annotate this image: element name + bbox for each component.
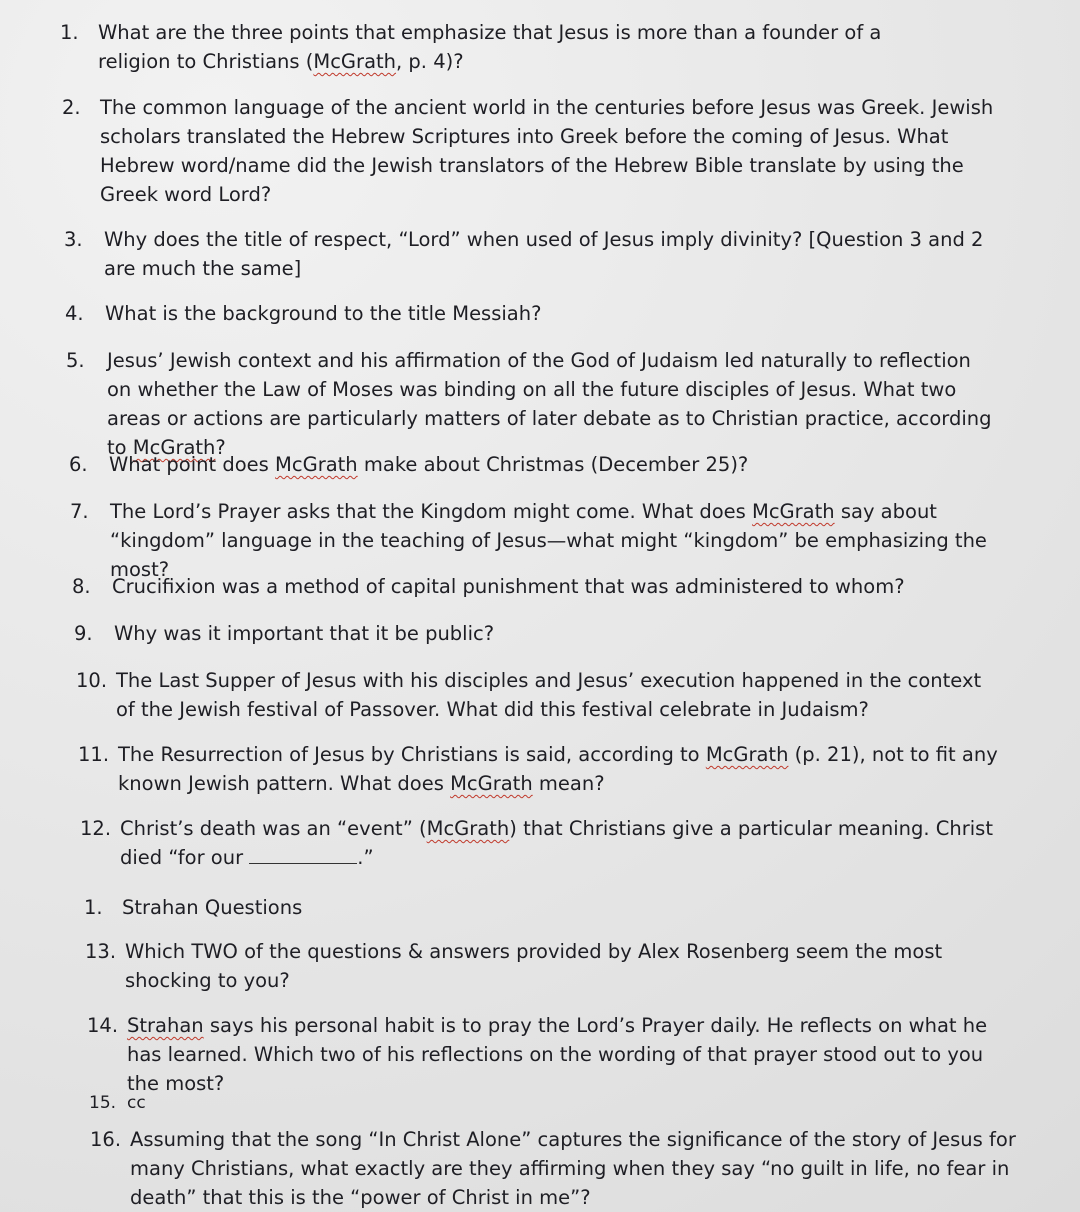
question-11 <box>78 740 1023 798</box>
question-number: 6. <box>69 453 88 476</box>
question-number: 2. <box>62 96 81 119</box>
question-text: Crucifixion was a method of capital punishment that was administered to whom? <box>112 575 905 598</box>
question-number: 4. <box>65 302 84 325</box>
question-text: cc <box>127 1093 146 1113</box>
question-number: 5. <box>66 349 85 372</box>
question-text: What is the background to the title Messiah? <box>105 302 542 325</box>
question-text: Christ’s death was an “event” (McGrath) that Christians give a particular meaning. Christ died “for our .” <box>120 817 993 869</box>
question-number: 7. <box>70 500 89 523</box>
question-10 <box>76 666 1006 724</box>
question-4 <box>65 299 1000 328</box>
question-text: Which TWO of the questions & answers provided by Alex Rosenberg seem the most shocking to you? <box>125 940 943 992</box>
question-number: 13. <box>85 940 117 963</box>
question-text: Strahan says his personal habit is to pray the Lord’s Prayer daily. He reflects on what he has learned. Which two of his reflections on the wording of that prayer stood out to you the most? <box>127 1014 988 1095</box>
question-number: 10. <box>76 669 108 692</box>
question-number: 12. <box>80 817 112 840</box>
question-3 <box>64 225 999 283</box>
question-text: The Lord’s Prayer asks that the Kingdom might come. What does McGrath say about “kingdom” language in the teaching of Jesus—what might “kingdom” be emphasizing the most? <box>110 500 987 581</box>
question-7 <box>70 497 1010 584</box>
question-number: 11. <box>78 743 110 766</box>
question-text: What point does McGrath make about Christmas (December 25)? <box>109 453 749 476</box>
question-number: 9. <box>74 622 93 645</box>
question-12 <box>80 814 1000 872</box>
question-5 <box>66 346 1001 462</box>
question-8 <box>72 572 1007 601</box>
question-16 <box>90 1125 1020 1212</box>
question-text: The Last Supper of Jesus with his disciples and Jesus’ execution happened in the context of the Jewish festival of Passover. What did this festival celebrate in Judaism? <box>116 669 982 721</box>
question-number: 8. <box>72 575 91 598</box>
question-9 <box>74 619 1009 648</box>
question-text: Why was it important that it be public? <box>114 622 495 645</box>
question-13 <box>85 937 1005 995</box>
question-text: Why does the title of respect, “Lord” when used of Jesus imply divinity? [Question 3 and 2 are much the same] <box>104 228 984 280</box>
section-number: 1. <box>84 896 103 919</box>
question-6 <box>69 450 1004 479</box>
question-text: What are the three points that emphasize that Jesus is more than a founder of a religion to Christians (McGrath, p. 4)? <box>98 21 882 73</box>
question-text: Jesus’ Jewish context and his affirmation of the God of Judaism led naturally to reflection on whether the Law of Moses was binding on all the future disciples of Jesus. What two areas or actions are particularly matters of later debate as to Christian practice, according to McGrath? <box>107 349 992 459</box>
question-14 <box>87 1011 1012 1098</box>
strahan-section-heading <box>84 893 584 922</box>
question-number: 15. <box>89 1093 117 1113</box>
question-15 <box>89 1089 389 1118</box>
question-1 <box>60 18 960 76</box>
question-number: 16. <box>90 1128 122 1151</box>
section-title: Strahan Questions <box>122 896 303 919</box>
answer-blank[interactable] <box>249 845 357 864</box>
question-number: 14. <box>87 1014 119 1037</box>
question-text: The common language of the ancient world in the centuries before Jesus was Greek. Jewish scholars translated the Hebrew Scriptures into Greek before the coming of Jesus. What Hebrew word/name did the Jewish translators of the Hebrew Bible translate by using the Greek word Lord? <box>100 96 994 206</box>
question-2 <box>62 93 1007 209</box>
question-number: 3. <box>64 228 83 251</box>
question-text: The Resurrection of Jesus by Christians is said, according to McGrath (p. 21), not to fit any known Jewish pattern. What does McGrath mean? <box>118 743 998 795</box>
question-number: 1. <box>60 21 79 44</box>
question-text: Assuming that the song “In Christ Alone” captures the significance of the story of Jesus for many Christians, what exactly are they affirming when they say “no guilt in life, no fear in death” that this is the “power of Christ in me”? <box>130 1128 1016 1209</box>
